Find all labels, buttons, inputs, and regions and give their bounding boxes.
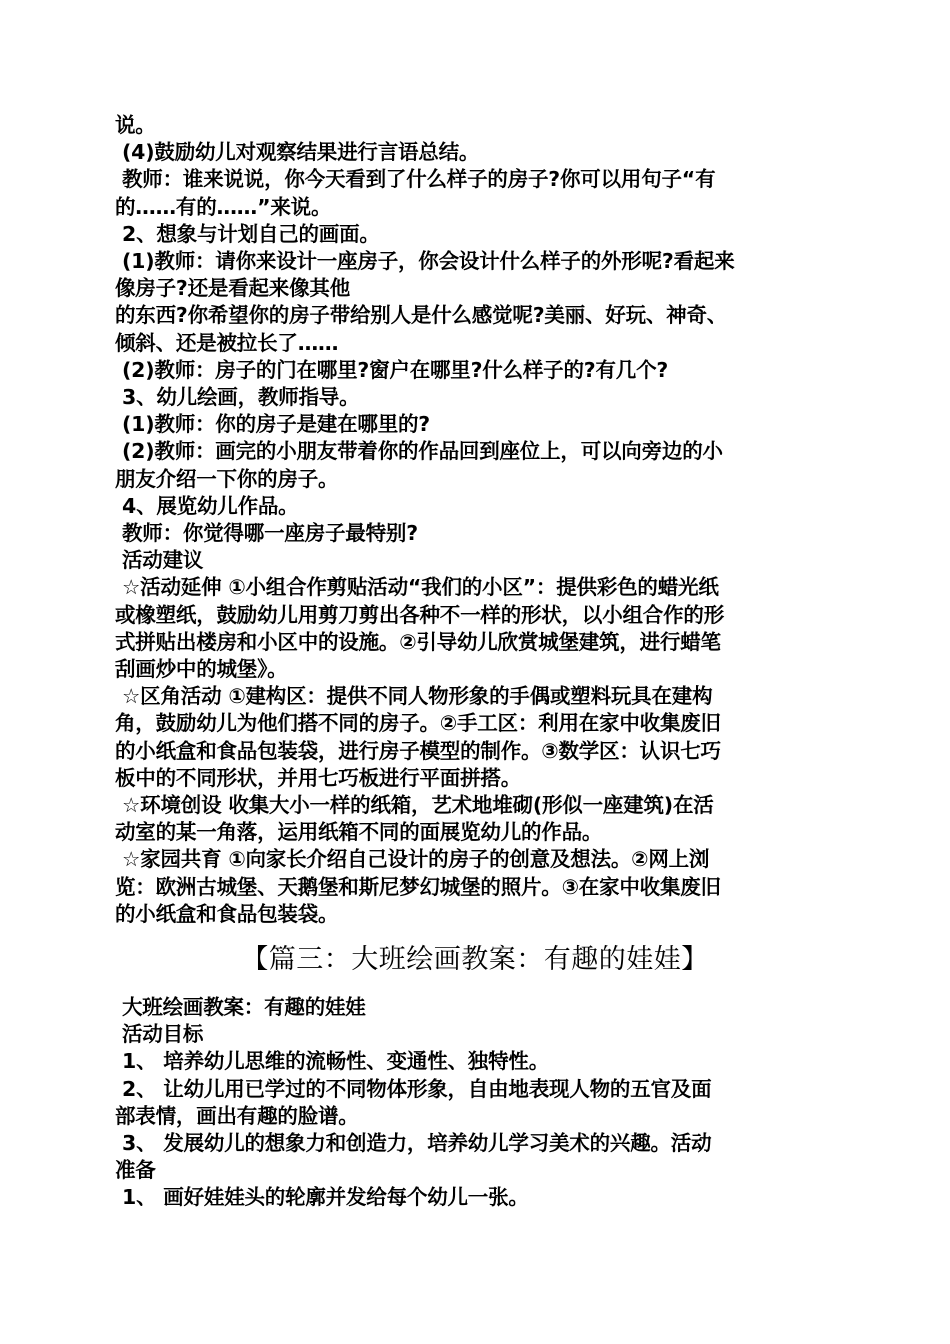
- lesson-plan-body-2: [115, 994, 840, 1212]
- text-line: 的小纸盒和食品包装袋。: [115, 901, 339, 926]
- text-line: 活动建议: [122, 548, 204, 573]
- text-line: 部表情，画出有趣的脸谱。: [115, 1103, 359, 1128]
- text-line: (2)教师：画完的小朋友带着你的作品回到座位上，可以向旁边的小: [122, 439, 723, 464]
- text-line: ☆环境创设 收集大小一样的纸箱，艺术地堆砌(形似一座建筑)在活: [122, 793, 714, 818]
- section-heading: 【篇三：大班绘画教案：有趣的娃娃】: [241, 944, 709, 975]
- text-line: 1、 培养幼儿思维的流畅性、变通性、独特性。: [122, 1049, 549, 1074]
- text-line: 的小纸盒和食品包装袋，进行房子模型的制作。③数学区：认识七巧: [115, 738, 721, 763]
- text-line: 准备: [115, 1158, 156, 1183]
- text-line: 像房子?还是看起来像其他: [115, 276, 350, 301]
- text-line: 板中的不同形状，并用七巧板进行平面拼搭。: [115, 765, 521, 790]
- lesson-plan-body: [115, 112, 840, 928]
- text-line: 说。: [115, 113, 156, 137]
- text-line: ☆家园共育 ①向家长介绍自己设计的房子的创意及想法。②网上浏: [122, 847, 710, 872]
- text-line: 教师：谁来说说，你今天看到了什么样子的房子?你可以用句子“有: [122, 167, 716, 192]
- text-line: ☆活动延伸 ①小组合作剪贴活动“我们的小区”：提供彩色的蜡光纸: [122, 575, 719, 600]
- text-line: 式拼贴出楼房和小区中的设施。②引导幼儿欣赏城堡建筑，进行蜡笔: [115, 629, 721, 654]
- text-line: 览：欧洲古城堡、天鹅堡和斯尼梦幻城堡的照片。③在家中收集废旧: [115, 874, 721, 899]
- text-line: 1、 画好娃娃头的轮廓并发给每个幼儿一张。: [122, 1185, 529, 1210]
- text-line: 大班绘画教案：有趣的娃娃: [122, 995, 366, 1019]
- text-line: 4、展览幼儿作品。: [122, 493, 299, 518]
- text-line: 教师：你觉得哪一座房子最特别?: [122, 521, 418, 546]
- text-line: 的……有的……”来说。: [115, 194, 332, 219]
- text-line: (4)鼓励幼儿对观察结果进行言语总结。: [122, 140, 480, 165]
- text-line: 活动目标: [122, 1022, 204, 1047]
- text-line: 角，鼓励幼儿为他们搭不同的房子。②手工区：利用在家中收集废旧: [115, 711, 721, 736]
- text-line: 动室的某一角落，运用纸箱不同的面展览幼儿的作品。: [115, 820, 603, 845]
- text-line: 或橡塑纸，鼓励幼儿用剪刀剪出各种不一样的形状，以小组合作的形: [115, 602, 724, 627]
- text-line: 倾斜、还是被拉长了……: [115, 330, 339, 355]
- text-line: ☆区角活动 ①建构区：提供不同人物形象的手偶或塑料玩具在建构: [122, 684, 713, 709]
- text-line: (2)教师：房子的门在哪里?窗户在哪里?什么样子的?有几个?: [122, 357, 669, 382]
- text-line: (1)教师：请你来设计一座房子，你会设计什么样子的外形呢?看起来: [122, 249, 735, 274]
- text-line: 2、想象与计划自己的画面。: [122, 221, 380, 246]
- text-line: 3、幼儿绘画，教师指导。: [122, 385, 360, 410]
- text-line: 3、 发展幼儿的想象力和创造力，培养幼儿学习美术的兴趣。活动: [122, 1131, 712, 1156]
- text-line: 的东西?你希望你的房子带给别人是什么感觉呢?美丽、好玩、神奇、: [115, 303, 728, 328]
- text-line: (1)教师：你的房子是建在哪里的?: [122, 412, 430, 437]
- text-line: 2、 让幼儿用已学过的不同物体形象，自由地表现人物的五官及面: [122, 1076, 712, 1101]
- text-line: 刮画炒中的城堡》。: [115, 657, 288, 682]
- text-line: 朋友介绍一下你的房子。: [115, 466, 339, 491]
